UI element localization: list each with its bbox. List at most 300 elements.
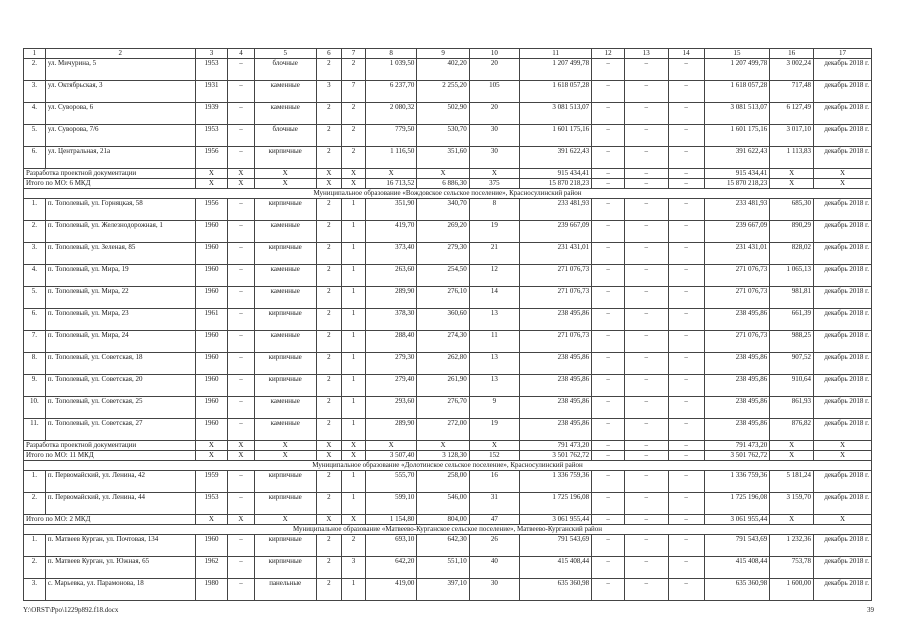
cross-mark: Х bbox=[341, 179, 365, 189]
cell-c9: 551,10 bbox=[417, 557, 469, 579]
completion-date: декабрь 2018 г. bbox=[813, 353, 871, 375]
document-path: Y:\ORST\Ppo\1229p892.f18.docx bbox=[23, 606, 119, 614]
table-row bbox=[24, 59, 872, 81]
table-row bbox=[24, 397, 872, 419]
cell-c7: 1 bbox=[341, 397, 365, 419]
address: п. Тополевый, ул. Советская, 25 bbox=[45, 397, 195, 419]
cell-c12: – bbox=[592, 353, 625, 375]
completion-date: декабрь 2018 г. bbox=[813, 103, 871, 125]
cell-c10: 9 bbox=[469, 397, 519, 419]
cell-c13: – bbox=[624, 81, 668, 103]
row-number: 5. bbox=[24, 125, 46, 147]
table-body bbox=[24, 49, 872, 601]
cell-c16: 981,81 bbox=[770, 287, 814, 309]
cell-c7: 1 bbox=[341, 353, 365, 375]
cell-c9: 262,80 bbox=[417, 353, 469, 375]
total-row bbox=[24, 451, 872, 461]
cell-c13: – bbox=[624, 243, 668, 265]
cell-c7: 1 bbox=[341, 419, 365, 441]
table-row bbox=[24, 287, 872, 309]
cell-c13: – bbox=[624, 125, 668, 147]
cell-c15: 3 081 513,07 bbox=[704, 103, 770, 125]
build-year: 1962 bbox=[195, 557, 228, 579]
cell-c4: – bbox=[228, 147, 254, 169]
cross-mark: Х bbox=[770, 169, 814, 179]
row-number: 2. bbox=[24, 557, 46, 579]
cell-mat: каменные bbox=[254, 103, 316, 125]
completion-date: декабрь 2018 г. bbox=[813, 59, 871, 81]
cross-mark: Х bbox=[195, 515, 228, 525]
cell-c11: 1 207 499,78 bbox=[520, 59, 592, 81]
cell-c11: 1 618 057,28 bbox=[520, 81, 592, 103]
cell-c11: 635 360,98 bbox=[520, 579, 592, 601]
cell-mat: панельные bbox=[254, 579, 316, 601]
cell-c9: 340,70 bbox=[417, 199, 469, 221]
cell-c4: – bbox=[228, 557, 254, 579]
cell-c6: 2 bbox=[316, 535, 341, 557]
address: п. Тополевый, ул. Мира, 22 bbox=[45, 287, 195, 309]
cell-c8: 642,20 bbox=[365, 557, 416, 579]
cell-c7: 3 bbox=[341, 557, 365, 579]
municipality-row bbox=[24, 461, 872, 471]
cell-mat: кирпичные bbox=[254, 375, 316, 397]
cell-c10: 21 bbox=[469, 243, 519, 265]
cell-c16: 685,30 bbox=[770, 199, 814, 221]
build-year: 1960 bbox=[195, 353, 228, 375]
cell-c4: – bbox=[228, 353, 254, 375]
build-year: 1931 bbox=[195, 81, 228, 103]
cell-c11: 3 081 513,07 bbox=[520, 103, 592, 125]
completion-date: декабрь 2018 г. bbox=[813, 419, 871, 441]
cell-c9: 261,90 bbox=[417, 375, 469, 397]
column-number: 1 bbox=[24, 49, 46, 59]
cell-c12: – bbox=[592, 309, 625, 331]
cross-mark: Х bbox=[417, 169, 469, 179]
build-year: 1960 bbox=[195, 331, 228, 353]
cell-c11: 1 336 759,36 bbox=[520, 471, 592, 493]
cell-c11: 238 495,86 bbox=[520, 309, 592, 331]
cell-c7: 2 bbox=[341, 103, 365, 125]
cross-mark: Х bbox=[813, 179, 871, 189]
cross-mark: Х bbox=[341, 515, 365, 525]
address: п. Первомайский, ул. Ленина, 44 bbox=[45, 493, 195, 515]
cell-c16: 828,02 bbox=[770, 243, 814, 265]
cell-c11: 238 495,86 bbox=[520, 397, 592, 419]
table-row bbox=[24, 309, 872, 331]
cell-c8: 279,40 bbox=[365, 375, 416, 397]
cell-c9: 254,50 bbox=[417, 265, 469, 287]
cell-c15: 271 076,73 bbox=[704, 287, 770, 309]
build-year: 1960 bbox=[195, 535, 228, 557]
address: п. Матвеев Курган, ул. Южная, 65 bbox=[45, 557, 195, 579]
build-year: 1953 bbox=[195, 125, 228, 147]
address: ул. Суворова, 7/6 bbox=[45, 125, 195, 147]
completion-date: декабрь 2018 г. bbox=[813, 493, 871, 515]
cell-c11: 271 076,73 bbox=[520, 287, 592, 309]
cross-mark: Х bbox=[254, 451, 316, 461]
cell-c8: 419,70 bbox=[365, 221, 416, 243]
cell-c14: – bbox=[668, 169, 704, 179]
cell-c13: – bbox=[624, 147, 668, 169]
column-number: 16 bbox=[770, 49, 814, 59]
build-year: 1959 bbox=[195, 471, 228, 493]
cell-c8: 351,90 bbox=[365, 199, 416, 221]
cross-mark: Х bbox=[365, 441, 416, 451]
build-year: 1939 bbox=[195, 103, 228, 125]
cell-mat: кирпичные bbox=[254, 535, 316, 557]
cell-c9: 402,20 bbox=[417, 59, 469, 81]
cross-mark: Х bbox=[316, 179, 341, 189]
address: п. Тополевый, ул. Горняцкая, 58 bbox=[45, 199, 195, 221]
cross-mark: Х bbox=[365, 169, 416, 179]
table-row bbox=[24, 147, 872, 169]
cell-c13: – bbox=[624, 471, 668, 493]
cell-c9: 2 255,20 bbox=[417, 81, 469, 103]
row-number: 3. bbox=[24, 81, 46, 103]
cell-c8: 263,60 bbox=[365, 265, 416, 287]
cell-c4: – bbox=[228, 309, 254, 331]
cell-c10: 13 bbox=[469, 309, 519, 331]
table-row bbox=[24, 265, 872, 287]
cell-c9: 272,00 bbox=[417, 419, 469, 441]
table-row bbox=[24, 331, 872, 353]
total-row bbox=[24, 179, 872, 189]
cell-c13: – bbox=[624, 309, 668, 331]
cell-c10: 16 bbox=[469, 471, 519, 493]
cell-c16: 1 600,00 bbox=[770, 579, 814, 601]
cell-c6: 2 bbox=[316, 557, 341, 579]
cell-c4: – bbox=[228, 331, 254, 353]
cell-c13: – bbox=[624, 451, 668, 461]
cell-c13: – bbox=[624, 493, 668, 515]
address: п. Матвеев Курган, ул. Почтовая, 134 bbox=[45, 535, 195, 557]
cell-c7: 1 bbox=[341, 331, 365, 353]
cell-c14: – bbox=[668, 535, 704, 557]
cell-c14: – bbox=[668, 199, 704, 221]
cell-c14: – bbox=[668, 331, 704, 353]
build-year: 1961 bbox=[195, 309, 228, 331]
cell-c4: – bbox=[228, 199, 254, 221]
build-year: 1956 bbox=[195, 147, 228, 169]
table-row bbox=[24, 125, 872, 147]
cell-c7: 2 bbox=[341, 125, 365, 147]
cell-c15: 239 667,09 bbox=[704, 221, 770, 243]
cell-c16: 1 065,13 bbox=[770, 265, 814, 287]
cell-c9: 546,00 bbox=[417, 493, 469, 515]
cell-mat: каменные bbox=[254, 331, 316, 353]
table-row bbox=[24, 535, 872, 557]
cell-c13: – bbox=[624, 397, 668, 419]
row-number: 2. bbox=[24, 221, 46, 243]
municipality-row bbox=[24, 525, 872, 535]
cell-c7: 1 bbox=[341, 221, 365, 243]
cell-c8: 693,10 bbox=[365, 535, 416, 557]
cell-c8: 419,00 bbox=[365, 579, 416, 601]
total-area: 3 507,40 bbox=[365, 451, 416, 461]
completion-date: декабрь 2018 г. bbox=[813, 375, 871, 397]
row-number: 5. bbox=[24, 287, 46, 309]
cross-mark: Х bbox=[813, 169, 871, 179]
row-number: 1. bbox=[24, 471, 46, 493]
cell-c10: 40 bbox=[469, 557, 519, 579]
cross-mark: Х bbox=[341, 169, 365, 179]
cell-c10: 26 bbox=[469, 535, 519, 557]
total-area: 16 713,52 bbox=[365, 179, 416, 189]
cell-c16: 861,93 bbox=[770, 397, 814, 419]
completion-date: декабрь 2018 г. bbox=[813, 331, 871, 353]
build-year: 1960 bbox=[195, 397, 228, 419]
cell-c14: – bbox=[668, 265, 704, 287]
cell-c4: – bbox=[228, 265, 254, 287]
cell-c16: 6 127,49 bbox=[770, 103, 814, 125]
cell-mat: блочные bbox=[254, 125, 316, 147]
row-number: 9. bbox=[24, 375, 46, 397]
completion-date: декабрь 2018 г. bbox=[813, 199, 871, 221]
address: п. Тополевый, ул. Железнодорожная, 1 bbox=[45, 221, 195, 243]
cell-c16: 890,29 bbox=[770, 221, 814, 243]
header-row bbox=[24, 49, 872, 59]
cell-c6: 2 bbox=[316, 147, 341, 169]
cell-c6: 2 bbox=[316, 397, 341, 419]
cell-c11: 271 076,73 bbox=[520, 331, 592, 353]
cell-c10: 19 bbox=[469, 419, 519, 441]
address: п. Первомайский, ул. Ленина, 42 bbox=[45, 471, 195, 493]
cell-c9: 502,90 bbox=[417, 103, 469, 125]
row-number: 3. bbox=[24, 243, 46, 265]
cell-c6: 2 bbox=[316, 221, 341, 243]
cell-c7: 2 bbox=[341, 147, 365, 169]
cross-mark: Х bbox=[316, 169, 341, 179]
cell-c15: 415 408,44 bbox=[704, 557, 770, 579]
table-row bbox=[24, 199, 872, 221]
row-number: 1. bbox=[24, 199, 46, 221]
cell-c15: 791 543,69 bbox=[704, 535, 770, 557]
total-living-area: 804,00 bbox=[417, 515, 469, 525]
cell-c12: – bbox=[592, 103, 625, 125]
build-year: 1953 bbox=[195, 59, 228, 81]
completion-date: декабрь 2018 г. bbox=[813, 125, 871, 147]
cell-c8: 288,40 bbox=[365, 331, 416, 353]
address: ул. Октябрьская, 3 bbox=[45, 81, 195, 103]
cell-c15: 238 495,86 bbox=[704, 397, 770, 419]
cell-c7: 1 bbox=[341, 493, 365, 515]
cell-c15: 238 495,86 bbox=[704, 309, 770, 331]
column-number: 7 bbox=[341, 49, 365, 59]
table-row bbox=[24, 419, 872, 441]
cell-c7: 1 bbox=[341, 309, 365, 331]
column-number: 3 bbox=[195, 49, 228, 59]
cell-mat: каменные bbox=[254, 419, 316, 441]
cross-mark: Х bbox=[195, 169, 228, 179]
cell-c9: 360,60 bbox=[417, 309, 469, 331]
column-number: 9 bbox=[417, 49, 469, 59]
build-year: 1953 bbox=[195, 493, 228, 515]
cell-c14: – bbox=[668, 451, 704, 461]
column-number: 13 bbox=[624, 49, 668, 59]
row-number: 7. bbox=[24, 331, 46, 353]
address: п. Тополевый, ул. Мира, 19 bbox=[45, 265, 195, 287]
cell-c13: – bbox=[624, 557, 668, 579]
completion-date: декабрь 2018 г. bbox=[813, 471, 871, 493]
cell-c8: 279,30 bbox=[365, 353, 416, 375]
cell-c14: – bbox=[668, 579, 704, 601]
cell-c12: – bbox=[592, 125, 625, 147]
cell-c11: 239 667,09 bbox=[520, 221, 592, 243]
build-year: 1960 bbox=[195, 221, 228, 243]
total-cost: 915 434,41 bbox=[520, 169, 592, 179]
cell-c15: 238 495,86 bbox=[704, 419, 770, 441]
column-number: 14 bbox=[668, 49, 704, 59]
cell-c12: – bbox=[592, 287, 625, 309]
cross-mark: Х bbox=[254, 179, 316, 189]
address: ул. Мичурина, 5 bbox=[45, 59, 195, 81]
column-number: 5 bbox=[254, 49, 316, 59]
cell-c8: 2 080,32 bbox=[365, 103, 416, 125]
completion-date: декабрь 2018 г. bbox=[813, 81, 871, 103]
column-number: 11 bbox=[520, 49, 592, 59]
completion-date: декабрь 2018 г. bbox=[813, 557, 871, 579]
build-year: 1960 bbox=[195, 243, 228, 265]
total-cost: 3 061 955,44 bbox=[520, 515, 592, 525]
cross-mark: Х bbox=[469, 441, 519, 451]
column-number: 17 bbox=[813, 49, 871, 59]
cell-c12: – bbox=[592, 199, 625, 221]
cell-c12: – bbox=[592, 243, 625, 265]
cross-mark: Х bbox=[316, 441, 341, 451]
register-table bbox=[23, 48, 872, 601]
cell-mat: кирпичные bbox=[254, 309, 316, 331]
total-residents: 375 bbox=[469, 179, 519, 189]
cross-mark: Х bbox=[341, 451, 365, 461]
cell-mat: кирпичные bbox=[254, 557, 316, 579]
cross-mark: Х bbox=[228, 441, 254, 451]
cell-c15: 231 431,01 bbox=[704, 243, 770, 265]
cell-c13: – bbox=[624, 331, 668, 353]
cell-c14: – bbox=[668, 125, 704, 147]
column-number: 4 bbox=[228, 49, 254, 59]
total-cost-repeat: 915 434,41 bbox=[704, 169, 770, 179]
row-number: 6. bbox=[24, 309, 46, 331]
total-label: Итого по МО: 11 МКД bbox=[24, 451, 196, 461]
cell-c13: – bbox=[624, 169, 668, 179]
cross-mark: Х bbox=[195, 179, 228, 189]
cell-c4: – bbox=[228, 397, 254, 419]
cross-mark: Х bbox=[469, 169, 519, 179]
total-cost: 15 870 218,23 bbox=[520, 179, 592, 189]
cell-c6: 2 bbox=[316, 309, 341, 331]
cell-c7: 1 bbox=[341, 375, 365, 397]
cell-c11: 238 495,86 bbox=[520, 353, 592, 375]
cell-c7: 7 bbox=[341, 81, 365, 103]
cell-c13: – bbox=[624, 59, 668, 81]
cell-c15: 1 336 759,36 bbox=[704, 471, 770, 493]
cell-c8: 599,10 bbox=[365, 493, 416, 515]
table-row bbox=[24, 579, 872, 601]
row-number: 3. bbox=[24, 579, 46, 601]
total-label: Итого по МО: 2 МКД bbox=[24, 515, 196, 525]
cell-c6: 2 bbox=[316, 59, 341, 81]
cell-c14: – bbox=[668, 515, 704, 525]
cell-c15: 1 207 499,78 bbox=[704, 59, 770, 81]
cell-c12: – bbox=[592, 557, 625, 579]
build-year: 1960 bbox=[195, 419, 228, 441]
table-row bbox=[24, 353, 872, 375]
cell-c9: 279,30 bbox=[417, 243, 469, 265]
cell-c10: 20 bbox=[469, 59, 519, 81]
cross-mark: Х bbox=[228, 179, 254, 189]
cell-c12: – bbox=[592, 265, 625, 287]
cross-mark: Х bbox=[813, 441, 871, 451]
cell-c16: 910,64 bbox=[770, 375, 814, 397]
address: п. Тополевый, ул. Мира, 24 bbox=[45, 331, 195, 353]
cell-c4: – bbox=[228, 287, 254, 309]
cell-c11: 233 481,93 bbox=[520, 199, 592, 221]
cell-c14: – bbox=[668, 221, 704, 243]
completion-date: декабрь 2018 г. bbox=[813, 265, 871, 287]
total-label: Итого по МО: 6 МКД bbox=[24, 179, 196, 189]
cell-mat: каменные bbox=[254, 287, 316, 309]
table-row bbox=[24, 243, 872, 265]
cross-mark: Х bbox=[254, 515, 316, 525]
cross-mark: Х bbox=[417, 441, 469, 451]
table-row bbox=[24, 557, 872, 579]
table-row bbox=[24, 103, 872, 125]
address: п. Тополевый, ул. Зеленая, 85 bbox=[45, 243, 195, 265]
row-number: 6. bbox=[24, 147, 46, 169]
cell-c12: – bbox=[592, 579, 625, 601]
cross-mark: Х bbox=[195, 441, 228, 451]
cell-c16: 661,39 bbox=[770, 309, 814, 331]
completion-date: декабрь 2018 г. bbox=[813, 535, 871, 557]
cell-c15: 391 622,43 bbox=[704, 147, 770, 169]
cell-c8: 779,50 bbox=[365, 125, 416, 147]
cell-c11: 415 408,44 bbox=[520, 557, 592, 579]
cell-c6: 2 bbox=[316, 103, 341, 125]
design-docs-label: Разработка проектной документации bbox=[24, 441, 196, 451]
cell-c16: 988,25 bbox=[770, 331, 814, 353]
cell-c11: 231 431,01 bbox=[520, 243, 592, 265]
cell-c11: 1 601 175,16 bbox=[520, 125, 592, 147]
cross-mark: Х bbox=[770, 441, 814, 451]
cell-c6: 2 bbox=[316, 419, 341, 441]
cell-c6: 2 bbox=[316, 331, 341, 353]
cell-c9: 276,10 bbox=[417, 287, 469, 309]
row-number: 10. bbox=[24, 397, 46, 419]
row-number: 1. bbox=[24, 535, 46, 557]
total-residents: 152 bbox=[469, 451, 519, 461]
cell-c10: 105 bbox=[469, 81, 519, 103]
completion-date: декабрь 2018 г. bbox=[813, 147, 871, 169]
cell-c6: 2 bbox=[316, 493, 341, 515]
cell-c12: – bbox=[592, 419, 625, 441]
cell-c12: – bbox=[592, 331, 625, 353]
cell-c12: – bbox=[592, 471, 625, 493]
municipality-row bbox=[24, 189, 872, 199]
column-number: 15 bbox=[704, 49, 770, 59]
cell-c4: – bbox=[228, 125, 254, 147]
cell-mat: кирпичные bbox=[254, 471, 316, 493]
row-number: 2. bbox=[24, 493, 46, 515]
cell-c13: – bbox=[624, 103, 668, 125]
cell-c4: – bbox=[228, 535, 254, 557]
cell-c10: 19 bbox=[469, 221, 519, 243]
table-row bbox=[24, 221, 872, 243]
cell-c7: 2 bbox=[341, 59, 365, 81]
municipality-title: Муниципальное образование «Вождовское сельское поселение», Красносулинский район bbox=[24, 189, 872, 199]
cell-mat: каменные bbox=[254, 265, 316, 287]
cell-c12: – bbox=[592, 179, 625, 189]
cell-c14: – bbox=[668, 243, 704, 265]
